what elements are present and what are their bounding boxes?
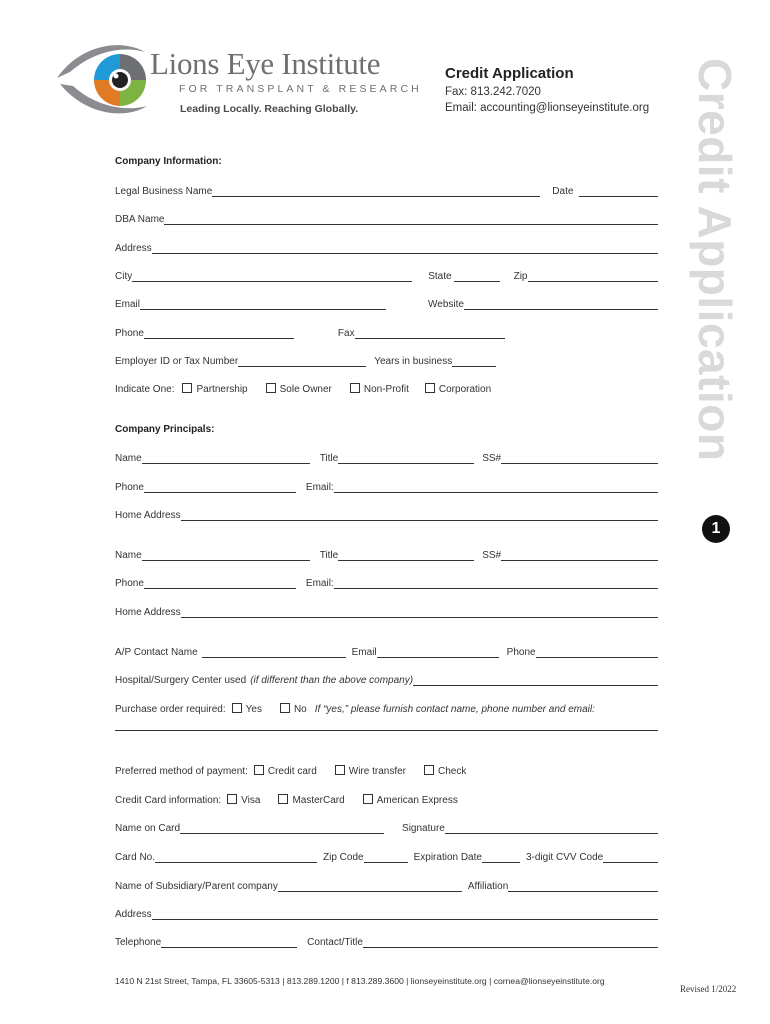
principal-2-phone-field[interactable] — [144, 576, 296, 589]
row-principal-1-name — [115, 448, 658, 464]
po-yes-option[interactable]: Yes — [232, 703, 262, 715]
card-no-label: Card No. — [115, 852, 156, 863]
row-principal-2-home — [115, 602, 658, 618]
row-city — [115, 266, 658, 282]
row-principal-1-home — [115, 505, 658, 521]
accounting-email: Email: accounting@lionseyeinstitute.org — [445, 102, 650, 114]
vertical-title: Credit Application — [689, 58, 741, 462]
document-title: Credit Application — [445, 65, 574, 82]
state-field[interactable] — [454, 269, 500, 282]
check-checkbox[interactable] — [424, 765, 434, 775]
signature-field[interactable] — [445, 821, 658, 834]
brand-subtitle: FOR TRANSPLANT & RESEARCH — [179, 83, 422, 95]
row-telephone — [115, 932, 658, 948]
payment-credit-card-option[interactable]: Credit card — [254, 765, 317, 777]
row-principal-2-phone — [115, 573, 658, 589]
row-employer-id — [115, 351, 658, 367]
phone-field[interactable] — [144, 326, 294, 339]
principal-name-label: Name — [115, 453, 142, 464]
row-address — [115, 238, 658, 254]
website-field[interactable] — [464, 297, 658, 310]
hospital-note: (if different than the above company) — [250, 675, 414, 686]
principal-phone-label: Phone — [115, 578, 144, 589]
po-no-checkbox[interactable] — [280, 703, 290, 713]
years-label: Years in business — [374, 356, 453, 367]
website-label: Website — [428, 299, 464, 310]
email-label: Email — [115, 299, 141, 310]
row-dba — [115, 209, 658, 225]
payment-check-option[interactable]: Check — [424, 765, 466, 777]
option-non-profit[interactable]: Non-Profit — [350, 383, 409, 395]
principal-2-ss-field[interactable] — [501, 548, 658, 561]
state-label: State — [428, 271, 452, 282]
employer-id-label: Employer ID or Tax Number — [115, 356, 239, 367]
expiration-field[interactable] — [482, 850, 520, 863]
principal-2-home-address-field[interactable] — [181, 605, 658, 618]
contact-title-field[interactable] — [363, 935, 658, 948]
sub-address-label: Address — [115, 909, 152, 920]
po-contact-field[interactable] — [115, 730, 658, 731]
zip-code-field[interactable] — [364, 850, 408, 863]
ap-contact-label: A/P Contact Name — [115, 647, 198, 658]
row-hospital — [115, 670, 658, 686]
partnership-checkbox[interactable] — [182, 383, 192, 393]
logo-highlight — [114, 74, 119, 79]
payment-method-label: Preferred method of payment: — [115, 766, 248, 777]
row-sub-address — [115, 904, 658, 920]
principal-2-email-field[interactable] — [334, 576, 658, 589]
ap-phone-label: Phone — [506, 647, 536, 658]
zip-field[interactable] — [528, 269, 659, 282]
ap-email-label: Email — [351, 647, 377, 658]
po-note: If “yes,” please furnish contact name, phone number and email: — [314, 704, 595, 715]
sole-owner-checkbox[interactable] — [266, 383, 276, 393]
row-legal-name — [115, 181, 658, 197]
city-label: City — [115, 271, 133, 282]
dba-label: DBA Name — [115, 214, 165, 225]
row-principal-1-phone — [115, 477, 658, 493]
hospital-field[interactable] — [413, 673, 658, 686]
row-indicate-one — [115, 379, 658, 395]
lions-eye-logo — [55, 40, 150, 120]
principal-phone-label: Phone — [115, 482, 144, 493]
address-label: Address — [115, 243, 152, 254]
years-field[interactable] — [452, 354, 496, 367]
date-label: Date — [552, 186, 574, 197]
legal-name-label: Legal Business Name — [115, 186, 213, 197]
principal-home-address-label: Home Address — [115, 607, 181, 618]
principal-1-ss-field[interactable] — [501, 451, 658, 464]
city-field[interactable] — [132, 269, 412, 282]
fax-label: Fax — [337, 328, 355, 339]
subsidiary-field[interactable] — [278, 879, 462, 892]
card-visa-option[interactable]: Visa — [227, 794, 260, 806]
telephone-field[interactable] — [161, 935, 297, 948]
name-on-card-label: Name on Card — [115, 823, 181, 834]
principal-1-home-address-field[interactable] — [181, 508, 658, 521]
principal-1-phone-field[interactable] — [144, 480, 296, 493]
principal-title-label: Title — [319, 550, 339, 561]
footer-contact: 1410 N 21st Street, Tampa, FL 33605-5313 | 813.289.1200 | f 813.289.3600 | lionseyeinstitute.org | cornea@lionseyeinstitute.org — [115, 976, 605, 986]
principal-1-email-field[interactable] — [334, 480, 658, 493]
principal-email-label: Email: — [305, 578, 334, 589]
principal-ss-label: SS# — [482, 453, 502, 464]
principal-1-name-field[interactable] — [142, 451, 310, 464]
cvv-label: 3-digit CVV Code — [525, 852, 604, 863]
principal-name-label: Name — [115, 550, 142, 561]
wire-transfer-checkbox[interactable] — [335, 765, 345, 775]
hospital-label: Hospital/Surgery Center used — [115, 675, 247, 686]
brand-name: Lions Eye Institute — [150, 46, 381, 81]
affiliation-field[interactable] — [508, 879, 658, 892]
revised-date: Revised 1/2022 — [680, 984, 737, 994]
zip-label: Zip — [513, 271, 528, 282]
brand-tagline: Leading Locally. Reaching Globally. — [180, 103, 359, 115]
ap-email-field[interactable] — [377, 645, 499, 658]
po-required-label: Purchase order required: — [115, 704, 226, 715]
payment-wire-option[interactable]: Wire transfer — [335, 765, 406, 777]
row-email — [115, 294, 658, 310]
option-partnership[interactable]: Partnership — [182, 383, 247, 395]
expiration-label: Expiration Date — [413, 852, 482, 863]
indicate-one-label: Indicate One: — [115, 384, 175, 395]
fax-number: Fax: 813.242.7020 — [445, 86, 541, 98]
affiliation-label: Affiliation — [467, 881, 509, 892]
card-no-field[interactable] — [155, 850, 317, 863]
po-yes-checkbox[interactable] — [232, 703, 242, 713]
cvv-field[interactable] — [603, 850, 658, 863]
option-corporation[interactable]: Corporation — [425, 383, 491, 395]
row-principal-2-name — [115, 545, 658, 561]
credit-card-checkbox[interactable] — [254, 765, 264, 775]
date-field[interactable] — [579, 184, 658, 197]
telephone-label: Telephone — [115, 937, 162, 948]
page-number-badge: 1 — [702, 515, 730, 543]
amex-checkbox[interactable] — [363, 794, 373, 804]
row-subsidiary — [115, 876, 658, 892]
principal-home-address-label: Home Address — [115, 510, 181, 521]
company-info-heading: Company Information: — [115, 156, 222, 167]
sub-address-field[interactable] — [152, 907, 658, 920]
legal-name-field[interactable] — [212, 184, 540, 197]
phone-label: Phone — [115, 328, 144, 339]
principal-2-title-field[interactable] — [338, 548, 474, 561]
principal-title-label: Title — [319, 453, 339, 464]
fax-field[interactable] — [355, 326, 505, 339]
row-card-number — [115, 847, 658, 863]
employer-id-field[interactable] — [238, 354, 366, 367]
address-field[interactable] — [152, 241, 658, 254]
po-no-option[interactable]: No — [280, 703, 307, 715]
cc-info-label: Credit Card information: — [115, 795, 222, 806]
principals-heading: Company Principals: — [115, 424, 215, 435]
visa-checkbox[interactable] — [227, 794, 237, 804]
card-amex-option[interactable]: American Express — [363, 794, 458, 806]
row-name-on-card — [115, 818, 658, 834]
card-mastercard-option[interactable]: MasterCard — [278, 794, 344, 806]
dba-field[interactable] — [164, 212, 658, 225]
row-purchase-order — [115, 699, 658, 715]
principal-email-label: Email: — [305, 482, 334, 493]
principal-2-name-field[interactable] — [142, 548, 310, 561]
row-payment-method — [115, 761, 658, 777]
non-profit-checkbox[interactable] — [350, 383, 360, 393]
email-field[interactable] — [140, 297, 386, 310]
option-sole-owner[interactable]: Sole Owner — [266, 383, 332, 395]
row-card-info — [115, 790, 658, 806]
subsidiary-label: Name of Subsidiary/Parent company — [115, 881, 278, 892]
contact-title-label: Contact/Title — [307, 937, 363, 948]
zip-code-label: Zip Code — [323, 852, 364, 863]
row-ap-contact — [115, 642, 658, 658]
name-on-card-field[interactable] — [180, 821, 384, 834]
ap-phone-field[interactable] — [536, 645, 658, 658]
corporation-checkbox[interactable] — [425, 383, 435, 393]
principal-1-title-field[interactable] — [338, 451, 474, 464]
principal-ss-label: SS# — [482, 550, 502, 561]
mastercard-checkbox[interactable] — [278, 794, 288, 804]
ap-contact-field[interactable] — [202, 645, 346, 658]
signature-label: Signature — [402, 823, 445, 834]
row-phone — [115, 323, 658, 339]
